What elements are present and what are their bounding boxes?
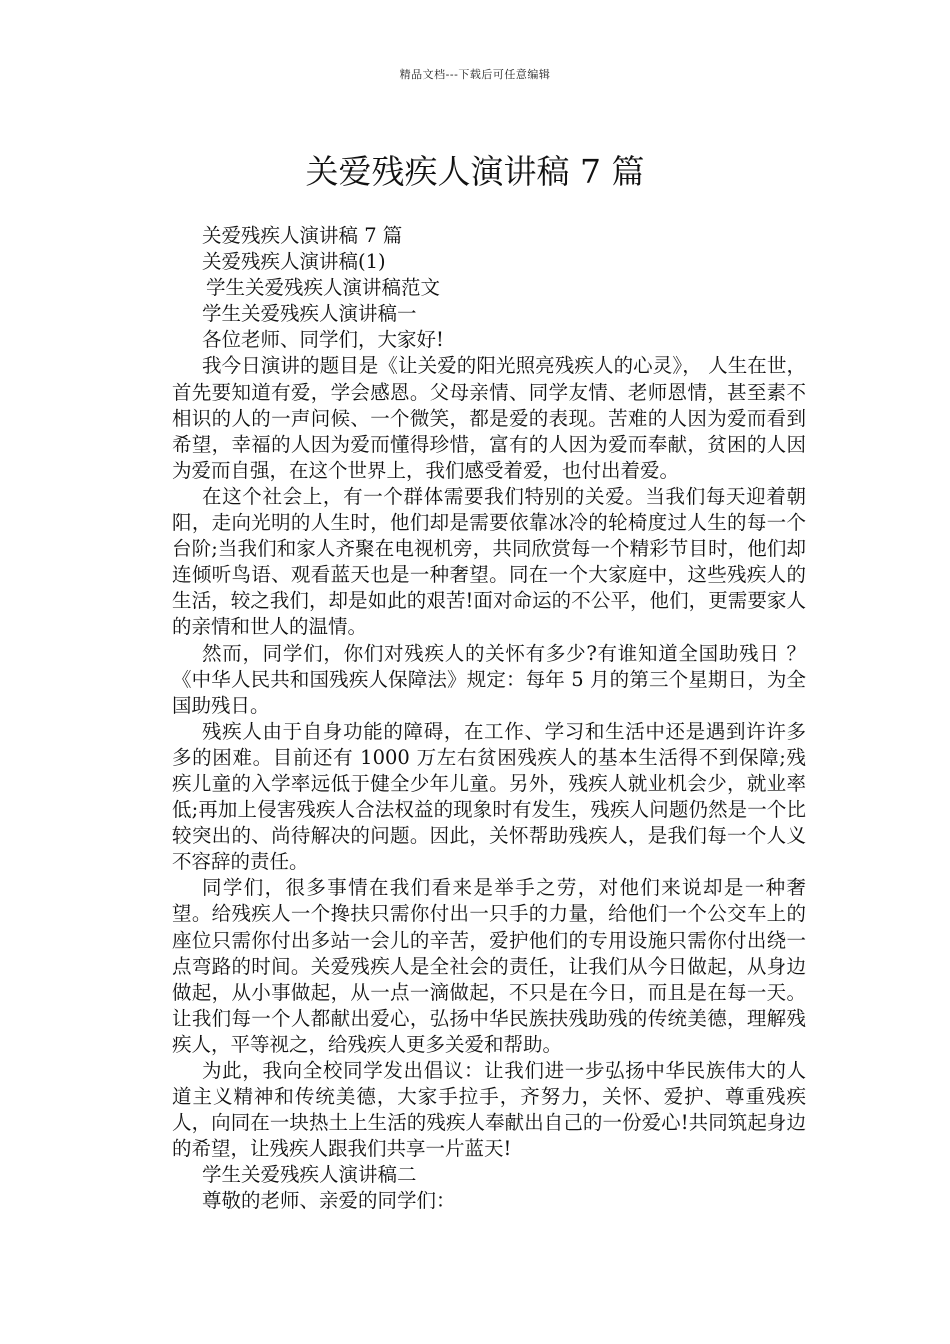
intro-title-line: 关爱残疾人演讲稿 7 篇 xyxy=(202,224,403,247)
paragraph: 在这个社会上，有一个群体需要我们特别的关爱。当我们每天迎着朝阳，走向光明的人生时，他们却是需要依靠冰冷的轮椅度过人生的每一个台阶;当我们和家人齐聚在电视机旁，共同欣赏每一个精彩节目时，他们却连倾听鸟语、观看蓝天也是一种奢望。同在一个大家庭中，这些残疾人的生活，较之我们，却是如此的艰苦!面对命运的不公平，他们，更需要家人的亲情和世人的温情。 xyxy=(172,484,806,639)
header-note: 精品文档---下载后可任意编辑 xyxy=(399,68,551,81)
document-body xyxy=(172,223,806,1215)
paragraph: 我今日演讲的题目是《让关爱的阳光照亮残疾人的心灵》， 人生在世，首先要知道有爱，学会感恩。父母亲情、同学友情、老师恩情，甚至素不相识的人的一声问候、一个微笑，都是爱的表现。苦难的人因为爱而看到希望，幸福的人因为爱而懂得珍惜，富有的人因为爱而奉献，贫困的人因为爱而自强，在这个世界上，我们感受着爱，也付出着爱。 xyxy=(172,354,806,482)
paragraph: 同学们，很多事情在我们看来是举手之劳，对他们来说却是一种奢望。给残疾人一个搀扶只需你付出一只手的力量，给他们一个公交车上的座位只需你付出多站一会儿的辛苦，爱护他们的专用设施只需你付出绕一点弯路的时间。关爱残疾人是全社会的责任，让我们从今日做起，从身边做起，从小事做起，从一点一滴做起，不只是在今日，而且是在每一天。让我们每一个人都献出爱心，弘扬中华民族扶残助残的传统美德，理解残疾人，平等视之，给残疾人更多关爱和帮助。 xyxy=(172,876,806,1056)
greeting-line: 各位老师、同学们，大家好! xyxy=(202,328,444,352)
paragraph: 然而，同学们，你们对残疾人的关怀有多少?有谁知道全国助残日 ？《中华人民共和国残疾人保障法》规定：每年 5 月的第三个星期日，为全国助残日。 xyxy=(172,641,806,717)
greeting-line: 尊敬的老师、亲爱的同学们： xyxy=(202,1189,456,1213)
subheading: 学生关爱残疾人演讲稿范文 xyxy=(206,276,441,300)
paragraph: 残疾人由于自身功能的障碍，在工作、学习和生活中还是遇到许许多多的困难。目前还有 1000 万左右贫困残疾人的基本生活得不到保障;残疾儿童的入学率远低于健全少年儿童。另外，残疾人就业机会少，就业率低;再加上侵害残疾人合法权益的现象时有发生，残疾人问题仍然是一个比较突出的、尚待解决的问题。因此，关怀帮助残疾人，是我们每一个人义不容辞的责任。 xyxy=(172,719,806,874)
paragraph: 为此，我向全校同学发出倡议：让我们进一步弘扬中华民族伟大的人道主义精神和传统美德，大家手拉手，齐努力，关怀、爱护、尊重残疾人，向同在一块热土上生活的残疾人奉献出自己的一份爱心!共同筑起身边的希望，让残疾人跟我们共享一片蓝天! xyxy=(172,1059,806,1161)
document-title: 关爱残疾人演讲稿 7 篇 xyxy=(305,152,645,192)
speech-title: 学生关爱残疾人演讲稿二 xyxy=(202,1163,417,1187)
section-heading: 关爱残疾人演讲稿(1) xyxy=(202,250,386,274)
speech-title: 学生关爱残疾人演讲稿一 xyxy=(202,302,417,326)
